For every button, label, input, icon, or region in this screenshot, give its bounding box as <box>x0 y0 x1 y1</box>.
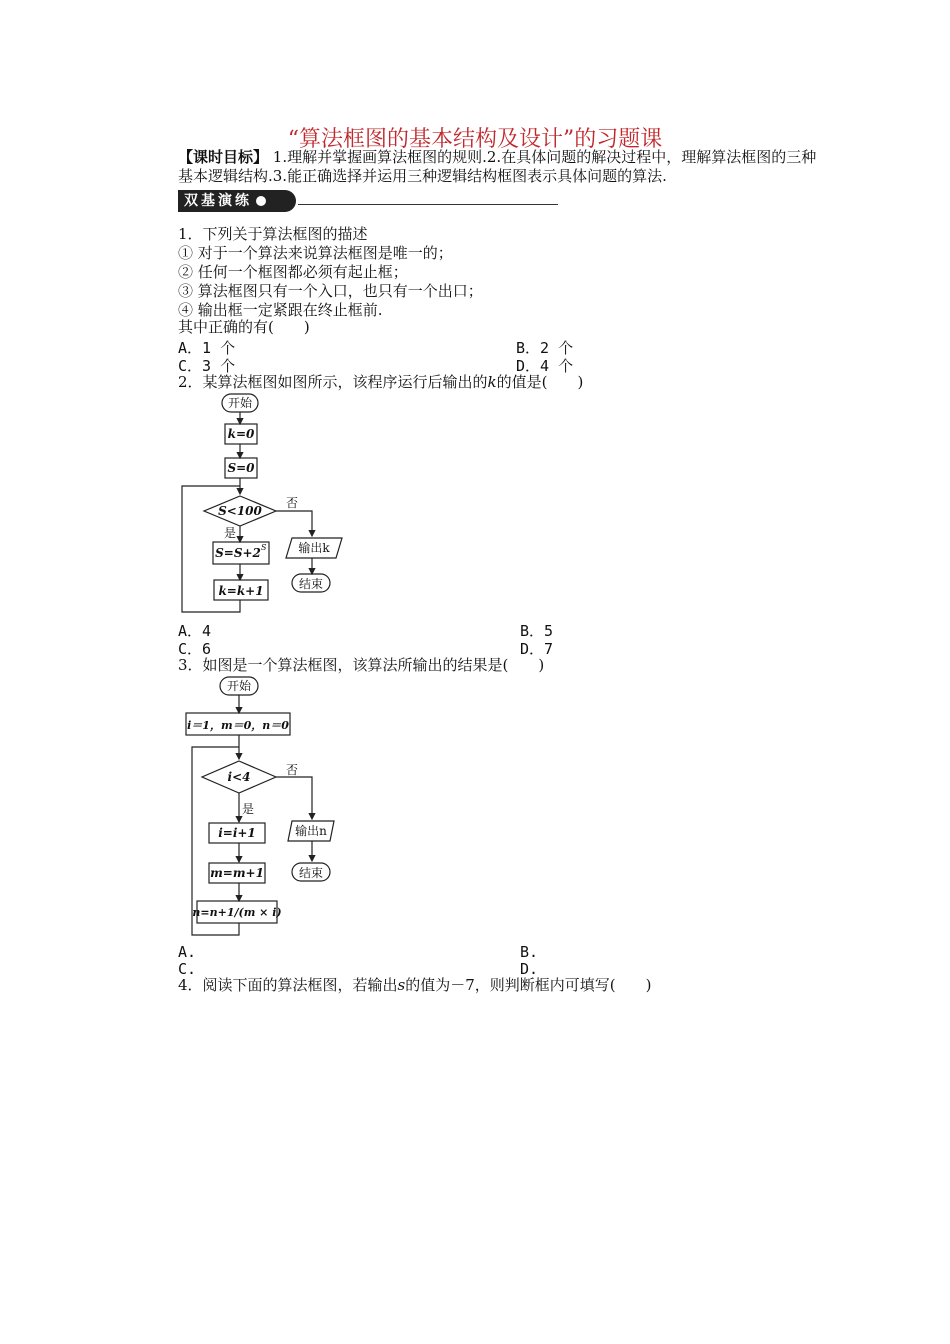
section-title: 双基演练 <box>184 193 252 209</box>
q2-step-k-label: k=k+1 <box>218 584 264 598</box>
q2-stem: 2．某算法框图如图所示，该程序运行后输出的k的值是( ) <box>178 373 584 391</box>
q2-start-label: 开始 <box>227 396 253 410</box>
q2-option-d: D．7 <box>520 640 554 658</box>
q3-option-b: B. <box>520 943 539 961</box>
q2-end-label: 结束 <box>298 577 324 591</box>
goal-text: 1.理解并掌握画算法框图的规则.2.在具体问题的解决过程中，理解算法框图的三种基本逻辑结构.3.能正确选择并运用三种逻辑结构框图表示具体问题的算法. <box>178 148 817 185</box>
q2-init-k-label: k=0 <box>227 427 255 441</box>
q3-start-label: 开始 <box>226 679 252 693</box>
q3-step-m-label: m=m+1 <box>210 866 264 880</box>
q3-end-label: 结束 <box>298 866 324 880</box>
q1-item-2: ② 任何一个框图都必须有起止框； <box>178 263 408 281</box>
q3-option-d: D. <box>520 960 539 978</box>
q2-flowchart <box>170 390 370 620</box>
page-title: “算法框图的基本结构及设计”的习题课 <box>287 127 663 152</box>
q1-ask: 其中正确的有( ) <box>178 318 310 336</box>
q1-item-3: ③ 算法框图只有一个入口，也只有一个出口； <box>178 282 483 300</box>
q4-stem: 4．阅读下面的算法框图，若输出s的值为－7，则判断框内可填写( ) <box>178 976 652 994</box>
q3-flowchart <box>180 673 360 943</box>
section-divider <box>298 204 558 205</box>
bullet-dot-icon <box>256 196 266 206</box>
q3-step-n-label: n=n+1/(m × i) <box>192 906 282 919</box>
q2-condition-label: S<100 <box>218 504 262 518</box>
q3-no-label: 否 <box>286 763 299 777</box>
q2-output-label: 输出k <box>298 541 330 555</box>
q1-option-d: D．4 个 <box>516 357 574 375</box>
goal-label: 【课时目标】 <box>178 148 269 166</box>
section-banner <box>178 190 296 212</box>
q2-option-a: A．4 <box>178 622 212 640</box>
q2-option-c: C．6 <box>178 640 212 658</box>
q2-init-s-label: S=0 <box>227 461 255 475</box>
q3-option-a: A. <box>178 943 197 961</box>
q2-step-s-label: S=S+2 <box>215 546 261 560</box>
q1-item-1: ① 对于一个算法来说算法框图是唯一的； <box>178 244 453 262</box>
q2-no-label: 否 <box>286 496 299 510</box>
q3-stem: 3．如图是一个算法框图，该算法所输出的结果是( ) <box>178 656 545 674</box>
q3-step-i-label: i=i+1 <box>218 826 256 840</box>
q3-yes-label: 是 <box>242 802 255 816</box>
q1-option-c: C．3 个 <box>178 357 236 375</box>
q3-condition-label: i<4 <box>227 770 251 784</box>
q1-option-b: B．2 个 <box>516 339 574 357</box>
q3-output-label: 输出n <box>295 824 327 838</box>
q2-step-s-superscript: S <box>261 543 267 552</box>
lesson-goal <box>178 148 818 186</box>
q2-option-b: B．5 <box>520 622 554 640</box>
q1-stem: 1．下列关于算法框图的描述 <box>178 225 368 243</box>
q3-init-label: i＝1，m＝0，n＝0 <box>187 719 289 732</box>
q1-option-a: A．1 个 <box>178 339 236 357</box>
q3-option-c: C. <box>178 960 197 978</box>
q2-yes-label: 是 <box>224 526 237 540</box>
q1-item-4: ④ 输出框一定紧跟在终止框前. <box>178 301 383 319</box>
